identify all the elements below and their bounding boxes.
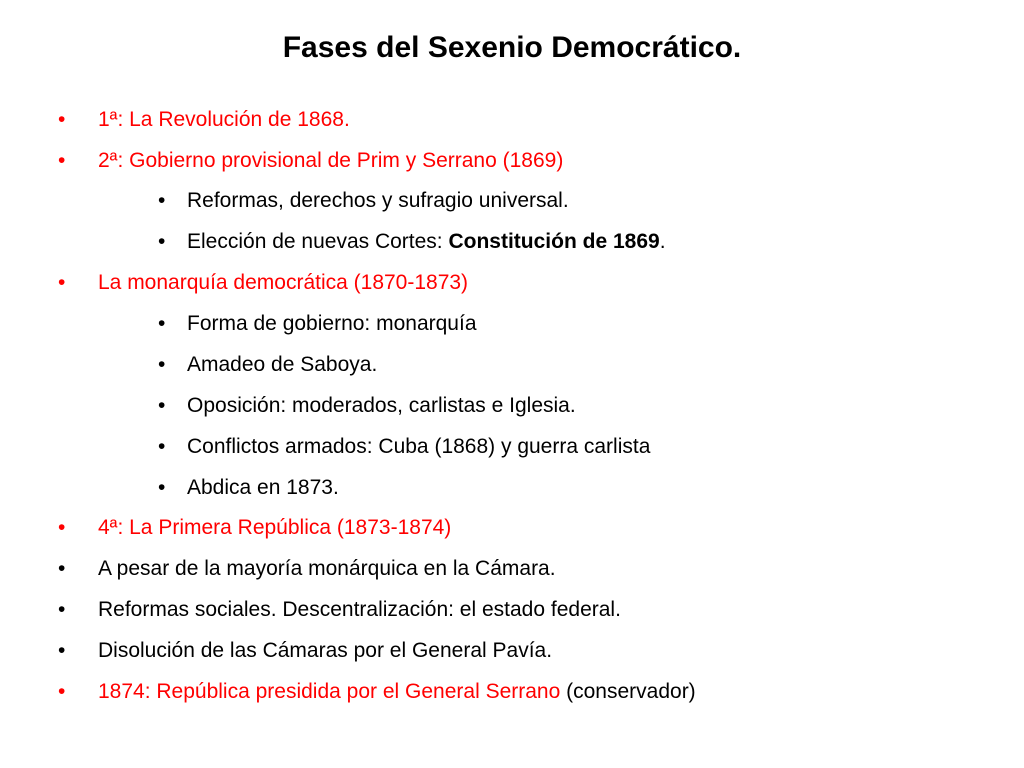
list-item-text-red: 1874: República presidida por el General Serrano (98, 680, 561, 703)
list-item-text: Reformas sociales. Descentralización: el estado federal. (98, 598, 621, 621)
list-item-text (98, 672, 696, 712)
list-item-text: Amadeo de Saboya. (187, 353, 378, 376)
bullet-icon: • (58, 271, 66, 294)
bullet-icon: • (58, 680, 66, 703)
list-item-text: Oposición: moderados, carlistas e Iglesia. (187, 394, 576, 417)
bullet-icon: • (158, 312, 166, 335)
bullet-icon: • (158, 394, 166, 417)
list-item-text-suffix: . (659, 230, 666, 253)
list-item-text: La monarquía democrática (1870-1873) (98, 271, 469, 294)
bullet-icon: • (158, 230, 166, 253)
bullet-icon: • (158, 435, 166, 458)
bullet-icon: • (58, 598, 66, 621)
bullet-icon: • (158, 476, 166, 499)
list-item-text: Disolución de las Cámaras por el General Pavía. (98, 639, 553, 662)
list-item-text: Abdica en 1873. (187, 476, 339, 499)
list-item-text: Reformas, derechos y sufragio universal. (187, 189, 569, 212)
bullet-icon: • (58, 516, 66, 539)
list-item-text: 1ª: La Revolución de 1868. (98, 108, 350, 131)
list-item-text: 2ª: Gobierno provisional de Prim y Serrano (1869) (98, 149, 564, 172)
list-item-text-bold: Constitución de 1869 (448, 230, 660, 253)
list-item-text-prefix: Elección de nuevas Cortes: (187, 230, 449, 253)
bullet-icon: • (58, 149, 66, 172)
slide-title: Fases del Sexenio Democrático. (282, 31, 742, 64)
bullet-icon: • (58, 639, 66, 662)
list-item-text (187, 222, 666, 262)
list-item-text-black: (conservador) (560, 680, 696, 703)
bullet-icon: • (58, 557, 66, 580)
bullet-icon: • (58, 108, 66, 131)
list-item-text: Conflictos armados: Cuba (1868) y guerra carlista (187, 435, 651, 458)
list-item-text: A pesar de la mayoría monárquica en la Cámara. (98, 557, 556, 580)
list-item-text: 4ª: La Primera República (1873-1874) (98, 516, 452, 539)
list-item-text: Forma de gobierno: monarquía (187, 312, 477, 335)
bullet-icon: • (158, 189, 166, 212)
bullet-icon: • (158, 353, 166, 376)
